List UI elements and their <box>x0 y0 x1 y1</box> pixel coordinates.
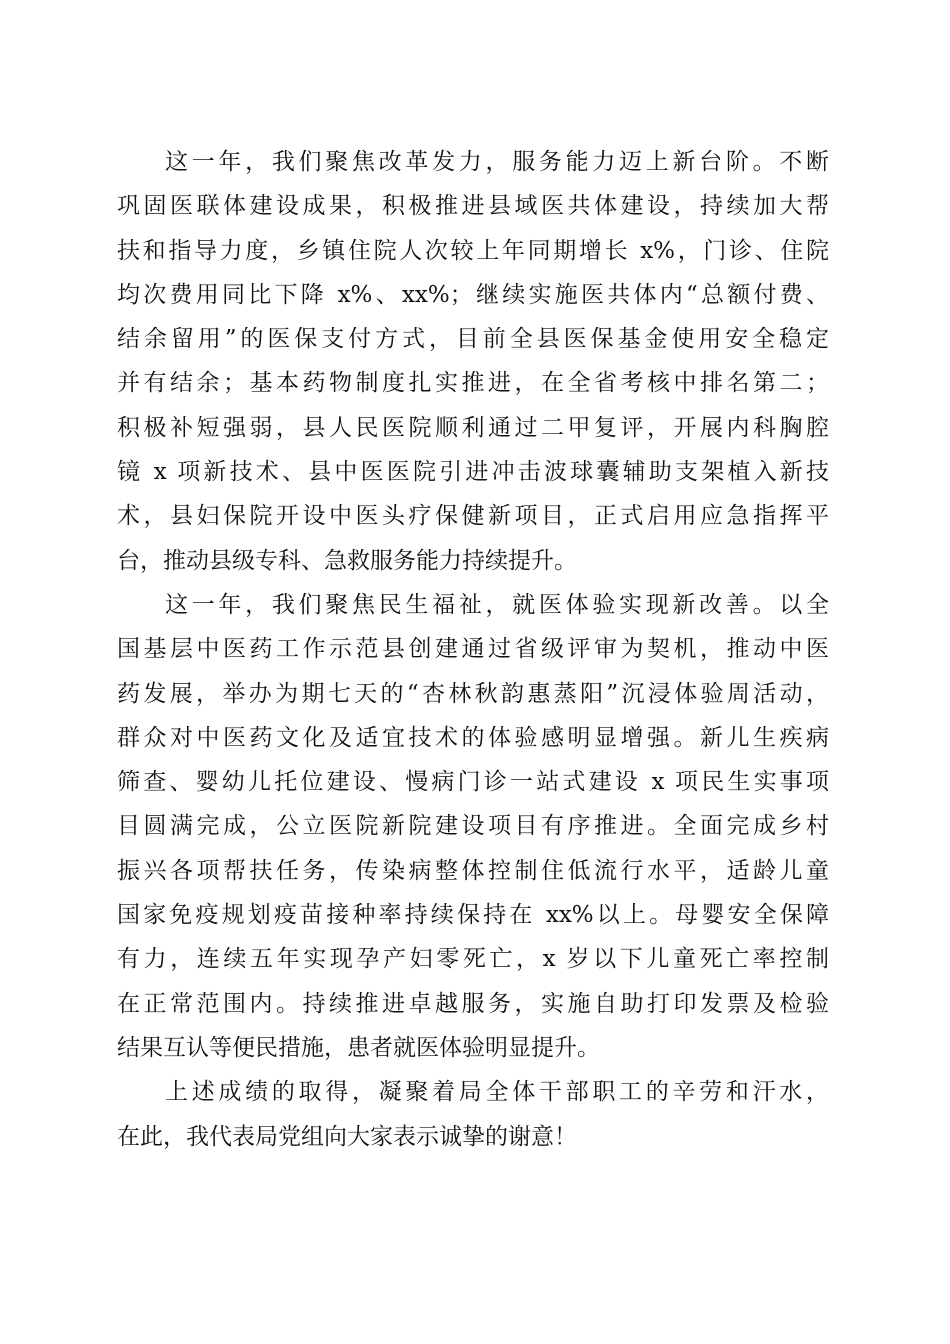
text-line: 结余留用”的医保支付方式，目前全县医保基金使用安全稳定 <box>117 326 829 353</box>
text-line: 在正常范围内。持续推进卓越服务，实施自助打印发票及检验 <box>117 990 829 1017</box>
text-line: 镜 x 项新技术、县中医医院引进冲击波球囊辅助支架植入新技 <box>117 459 829 486</box>
paragraph-thanks <box>117 1070 829 1159</box>
text-line: 均次费用同比下降 x%、xx%；继续实施医共体内“总额付费、 <box>117 281 829 308</box>
text-line: 术，县妇保院开设中医头疗保健新项目，正式启用应急指挥平 <box>117 503 829 530</box>
text-line: 筛查、婴幼儿托位建设、慢病门诊一站式建设 x 项民生实事项 <box>117 769 829 796</box>
text-line: 国基层中医药工作示范县创建通过省级评审为契机，推动中医 <box>117 636 829 663</box>
text-line: 扶和指导力度，乡镇住院人次较上年同期增长 x%，门诊、住院 <box>117 237 829 264</box>
text-line: 在此，我代表局党组向大家表示诚挚的谢意！ <box>117 1123 577 1150</box>
text-line: 台，推动县级专科、急救服务能力持续提升。 <box>117 547 577 574</box>
text-line: 并有结余；基本药物制度扎实推进，在全省考核中排名第二； <box>117 370 829 397</box>
text-line: 群众对中医药文化及适宜技术的体验感明显增强。新儿生疾病 <box>117 724 829 751</box>
paragraph-reform <box>117 140 829 583</box>
text-line: 目圆满完成，公立医院新院建设项目有序推进。全面完成乡村 <box>117 813 829 840</box>
text-line: 振兴各项帮扶任务，传染病整体控制住低流行水平，适龄儿童 <box>117 857 829 884</box>
document-body <box>117 140 829 1159</box>
text-line: 有力，连续五年实现孕产妇零死亡，x 岁以下儿童死亡率控制 <box>117 946 829 973</box>
paragraph-livelihood <box>117 583 829 1070</box>
text-line: 结果互认等便民措施，患者就医体验明显提升。 <box>117 1034 600 1061</box>
text-line: 这一年，我们聚焦民生福祉，就医体验实现新改善。以全 <box>165 591 829 618</box>
text-line: 积极补短强弱，县人民医院顺利通过二甲复评，开展内科胸腔 <box>117 414 829 441</box>
text-line: 上述成绩的取得，凝聚着局全体干部职工的辛劳和汗水， <box>165 1079 829 1106</box>
text-line: 药发展，举办为期七天的“杏林秋韵惠蒸阳”沉浸体验周活动， <box>117 680 829 707</box>
text-line: 巩固医联体建设成果，积极推进县域医共体建设，持续加大帮 <box>117 193 829 220</box>
text-line: 这一年，我们聚焦改革发力，服务能力迈上新台阶。不断 <box>165 149 829 175</box>
text-line: 国家免疫规划疫苗接种率持续保持在 xx%以上。母婴安全保障 <box>117 902 829 929</box>
